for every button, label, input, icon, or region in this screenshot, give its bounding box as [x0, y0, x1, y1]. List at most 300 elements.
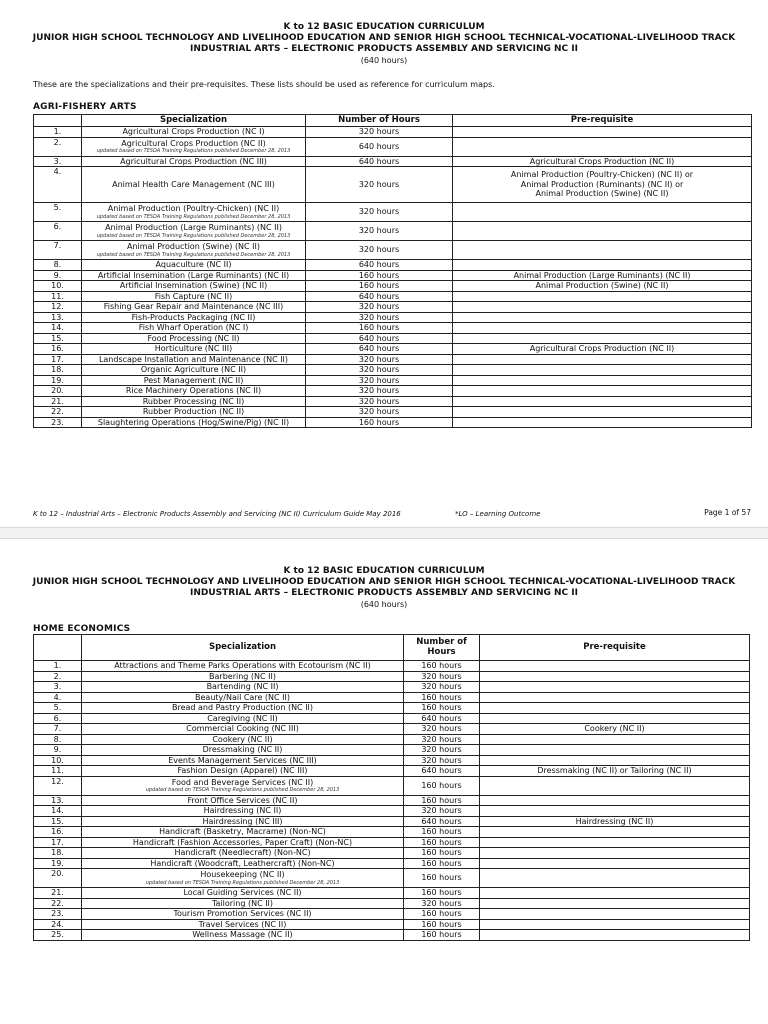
section-title-agri: AGRI-FISHERY ARTS: [33, 102, 137, 112]
prerequisite-cell: [480, 858, 750, 869]
row-number: 1.: [34, 661, 82, 672]
row-number: 3.: [34, 682, 82, 693]
table-row: [34, 858, 750, 869]
specialization-cell: [82, 312, 306, 323]
table-row: [34, 167, 752, 203]
row-number: 6.: [34, 222, 82, 241]
specialization-cell: [82, 724, 404, 735]
specialization-cell: [82, 260, 306, 271]
specialization-name: Rubber Processing (NC II): [142, 396, 245, 406]
prerequisite-cell: [480, 734, 750, 745]
table-row: [34, 671, 750, 682]
prerequisite-cell: [453, 270, 752, 281]
row-number: 22.: [34, 407, 82, 418]
prerequisite-cell: [480, 755, 750, 766]
prerequisite-cell: [453, 323, 752, 334]
prerequisite-cell: [453, 203, 752, 222]
specialization-cell: [82, 776, 404, 795]
prerequisite-cell: [480, 919, 750, 930]
header-track: JUNIOR HIGH SCHOOL TECHNOLOGY AND LIVELIHOOD EDUCATION AND SENIOR HIGH SCHOOL TECHNICAL-VOCATIONAL-LIVELIHOOD TRACK: [32, 33, 736, 43]
row-number: 4.: [34, 167, 82, 203]
hours-cell: 320 hours: [404, 898, 480, 909]
prerequisite-cell: [480, 869, 750, 888]
hours-cell: 160 hours: [404, 888, 480, 899]
table-row: [34, 407, 752, 418]
section-title-home: HOME ECONOMICS: [33, 624, 131, 634]
specialization-cell: [82, 137, 306, 156]
specialization-cell: [82, 344, 306, 355]
specialization-cell: [82, 167, 306, 203]
specialization-name: Handicraft (Needlecraft) (Non-NC): [174, 848, 311, 857]
row-number: 6.: [34, 713, 82, 724]
prerequisite-cell: [453, 396, 752, 407]
agri-fishery-table: [33, 114, 752, 428]
hours-cell: 160 hours: [404, 703, 480, 714]
header-course: INDUSTRIAL ARTS – ELECTRONIC PRODUCTS ASSEMBLY AND SERVICING NC II: [190, 44, 578, 54]
specialization-name: Fish-Products Packaging (NC II): [131, 312, 256, 322]
column-header-number: [34, 115, 82, 127]
table-row: [34, 888, 750, 899]
specialization-name: Dressmaking (NC II): [202, 745, 283, 754]
specialization-cell: [82, 396, 306, 407]
hours-cell: 160 hours: [404, 795, 480, 806]
specialization-name: Tourism Promotion Services (NC II): [173, 909, 312, 918]
specialization-cell: [82, 713, 404, 724]
hours-cell: 320 hours: [306, 396, 453, 407]
specialization-cell: [82, 203, 306, 222]
prerequisite-cell: [480, 827, 750, 838]
prerequisite-cell: [453, 222, 752, 241]
prerequisite-cell: [453, 365, 752, 376]
row-number: 17.: [34, 354, 82, 365]
table-row: [34, 682, 750, 693]
table-row: [34, 766, 750, 777]
specialization-name: Front Office Services (NC II): [187, 795, 298, 805]
prerequisite-cell: [453, 291, 752, 302]
hours-cell: 320 hours: [404, 734, 480, 745]
prerequisite-cell: [453, 344, 752, 355]
table-row: [34, 703, 750, 714]
hours-cell: 320 hours: [306, 354, 453, 365]
table-row: [34, 713, 750, 724]
column-header-specialization: Specialization: [82, 115, 306, 127]
table-row: [34, 127, 752, 138]
specialization-cell: [82, 898, 404, 909]
curriculum-header: [0, 22, 768, 66]
table-row: [34, 417, 752, 428]
specialization-cell: [82, 703, 404, 714]
row-number: 9.: [34, 745, 82, 756]
table-row: [34, 755, 750, 766]
specialization-name: Animal Production (Large Ruminants) (NC II): [105, 223, 282, 233]
table-row: [34, 869, 750, 888]
specialization-name: Rubber Production (NC II): [142, 407, 245, 416]
row-number: 5.: [34, 203, 82, 222]
specialization-name: Landscape Installation and Maintenance (NC II): [98, 354, 289, 364]
table-row: [34, 302, 752, 313]
row-number: 11.: [34, 291, 82, 302]
header-title: K to 12 BASIC EDUCATION CURRICULUM: [283, 566, 485, 576]
hours-cell: 640 hours: [404, 766, 480, 777]
hours-cell: 160 hours: [404, 848, 480, 859]
row-number: 11.: [34, 766, 82, 777]
hours-cell: 320 hours: [404, 806, 480, 817]
table-row: [34, 203, 752, 222]
hours-cell: 320 hours: [306, 167, 453, 203]
specialization-cell: [82, 806, 404, 817]
table-row: [34, 375, 752, 386]
hours-cell: 640 hours: [306, 260, 453, 271]
hours-cell: 160 hours: [404, 858, 480, 869]
column-header-prerequisite: Pre-requisite: [480, 635, 750, 661]
prerequisite-cell: [453, 127, 752, 138]
hours-cell: 160 hours: [404, 869, 480, 888]
table-row: [34, 806, 750, 817]
specialization-name: Attractions and Theme Parks Operations with Ecotourism (NC II): [114, 661, 371, 670]
specialization-name: Bartending (NC II): [206, 682, 279, 691]
intro-text: These are the specializations and their pre-requisites. These lists should be used as reference for curriculum maps.: [33, 80, 495, 89]
row-number: 18.: [34, 848, 82, 859]
row-number: 1.: [34, 127, 82, 138]
update-note: updated based on TESDA Training Regulations published December 28, 2013: [145, 787, 340, 794]
row-number: 8.: [34, 734, 82, 745]
hours-cell: 320 hours: [306, 312, 453, 323]
prerequisite-line: Agricultural Crops Production (NC II): [529, 344, 675, 353]
table-row: [34, 281, 752, 292]
row-number: 21.: [34, 888, 82, 899]
specialization-name: Fishing Gear Repair and Maintenance (NC III): [103, 302, 284, 311]
column-header-number: [34, 635, 82, 661]
hours-cell: 320 hours: [306, 302, 453, 313]
hours-cell: 640 hours: [404, 816, 480, 827]
row-number: 7.: [34, 241, 82, 260]
page-separator: [0, 527, 768, 539]
specialization-cell: [82, 848, 404, 859]
header-hours: (640 hours): [360, 56, 408, 65]
prerequisite-line: Agricultural Crops Production (NC II): [529, 156, 675, 166]
table-row: [34, 386, 752, 397]
prerequisite-cell: [480, 837, 750, 848]
specialization-cell: [82, 222, 306, 241]
specialization-name: Barbering (NC II): [209, 671, 276, 681]
row-number: 23.: [34, 417, 82, 428]
prerequisite-cell: [453, 281, 752, 292]
hours-cell: 160 hours: [404, 827, 480, 838]
prerequisite-cell: [480, 671, 750, 682]
table-row: [34, 837, 750, 848]
prerequisite-cell: [453, 241, 752, 260]
specialization-cell: [82, 291, 306, 302]
table-row: [34, 270, 752, 281]
row-number: 9.: [34, 270, 82, 281]
table-row: [34, 930, 750, 941]
specialization-cell: [82, 692, 404, 703]
row-number: 8.: [34, 260, 82, 271]
prerequisite-cell: [480, 682, 750, 693]
specialization-cell: [82, 909, 404, 920]
specialization-name: Fish Capture (NC II): [154, 291, 233, 301]
specialization-cell: [82, 302, 306, 313]
specialization-name: Handicraft (Woodcraft, Leathercraft) (Non-NC): [150, 858, 335, 868]
table-row: [34, 137, 752, 156]
table-row: [34, 156, 752, 167]
specialization-name: Travel Services (NC II): [198, 919, 287, 929]
column-header-hours: Number of Hours: [306, 115, 453, 127]
prerequisite-cell: [453, 375, 752, 386]
row-number: 23.: [34, 909, 82, 920]
hours-cell: 320 hours: [404, 682, 480, 693]
specialization-cell: [82, 919, 404, 930]
hours-cell: 320 hours: [306, 203, 453, 222]
prerequisite-cell: [453, 417, 752, 428]
specialization-cell: [82, 375, 306, 386]
specialization-name: Food Processing (NC II): [147, 333, 240, 343]
table-row: [34, 919, 750, 930]
footer-lo-note: *LO – Learning Outcome: [455, 510, 541, 518]
specialization-name: Handicraft (Fashion Accessories, Paper Craft) (Non-NC): [132, 837, 353, 847]
row-number: 10.: [34, 755, 82, 766]
row-number: 16.: [34, 827, 82, 838]
hours-cell: 160 hours: [404, 919, 480, 930]
table-row: [34, 344, 752, 355]
table-row: [34, 333, 752, 344]
hours-cell: 160 hours: [306, 270, 453, 281]
specialization-name: Tailoring (NC II): [211, 898, 274, 908]
specialization-name: Agricultural Crops Production (NC I): [122, 127, 265, 136]
prerequisite-cell: [480, 795, 750, 806]
prerequisite-cell: [480, 888, 750, 899]
prerequisite-cell: Dressmaking (NC II) or Tailoring (NC II): [480, 766, 750, 777]
specialization-cell: [82, 281, 306, 292]
hours-cell: 320 hours: [404, 724, 480, 735]
row-number: 18.: [34, 365, 82, 376]
specialization-name: Caregiving (NC II): [207, 713, 278, 723]
prerequisite-line: Animal Production (Large Ruminants) (NC II): [513, 270, 691, 280]
row-number: 14.: [34, 323, 82, 334]
specialization-name: Fashion Design (Apparel) (NC III): [177, 766, 308, 775]
update-note: updated based on TESDA Training Regulations published December 28, 2013: [96, 148, 291, 155]
specialization-cell: [82, 417, 306, 428]
specialization-name: Handicraft (Basketry, Macrame) (Non-NC): [159, 827, 326, 836]
row-number: 2.: [34, 671, 82, 682]
specialization-cell: [82, 661, 404, 672]
specialization-cell: [82, 386, 306, 397]
row-number: 21.: [34, 396, 82, 407]
table-row: [34, 909, 750, 920]
table-row: [34, 222, 752, 241]
header-hours: (640 hours): [360, 600, 408, 609]
prerequisite-cell: [480, 692, 750, 703]
specialization-name: Slaughtering Operations (Hog/Swine/Pig) (NC II): [97, 417, 290, 427]
column-header-prerequisite: Pre-requisite: [453, 115, 752, 127]
page-footer: [33, 510, 751, 518]
footer-guide: K to 12 – Industrial Arts – Electronic Products Assembly and Servicing (NC II) Curriculum Guide May 2016: [33, 510, 401, 518]
prerequisite-line: Animal Production (Swine) (NC II): [535, 281, 669, 290]
specialization-name: Bread and Pastry Production (NC II): [171, 703, 314, 712]
column-header-specialization: Specialization: [82, 635, 404, 661]
specialization-cell: [82, 795, 404, 806]
hours-cell: 320 hours: [306, 375, 453, 386]
update-note: updated based on TESDA Training Regulations published December 28, 2013: [96, 251, 291, 258]
specialization-name: Wellness Massage (NC II): [192, 930, 293, 939]
prerequisite-cell: [480, 745, 750, 756]
hours-cell: 320 hours: [404, 671, 480, 682]
table-row: [34, 898, 750, 909]
specialization-cell: [82, 837, 404, 848]
hours-cell: 320 hours: [306, 241, 453, 260]
prerequisite-cell: [453, 260, 752, 271]
prerequisite-cell: [480, 909, 750, 920]
specialization-name: Animal Production (Swine) (NC II): [126, 242, 261, 252]
specialization-name: Agricultural Crops Production (NC II): [121, 138, 266, 148]
table-row: [34, 848, 750, 859]
specialization-cell: [82, 671, 404, 682]
row-number: 14.: [34, 806, 82, 817]
specialization-name: Animal Production (Poultry-Chicken) (NC II): [107, 204, 280, 214]
header-track: JUNIOR HIGH SCHOOL TECHNOLOGY AND LIVELIHOOD EDUCATION AND SENIOR HIGH SCHOOL TECHNICAL-VOCATIONAL-LIVELIHOOD TRACK: [32, 577, 736, 587]
hours-cell: 160 hours: [404, 930, 480, 941]
specialization-name: Events Management Services (NC III): [168, 755, 317, 765]
row-number: 3.: [34, 156, 82, 167]
prerequisite-cell: Cookery (NC II): [480, 724, 750, 735]
row-number: 12.: [34, 302, 82, 313]
row-number: 20.: [34, 386, 82, 397]
row-number: 24.: [34, 919, 82, 930]
column-header-hours: Number of Hours: [404, 635, 480, 661]
specialization-name: Local Guiding Services (NC II): [183, 888, 302, 897]
hours-cell: 320 hours: [306, 127, 453, 138]
specialization-name: Artificial Insemination (Swine) (NC II): [119, 281, 268, 290]
specialization-cell: [82, 407, 306, 418]
hours-cell: 160 hours: [306, 323, 453, 334]
specialization-cell: [82, 127, 306, 138]
specialization-cell: [82, 354, 306, 365]
prerequisite-cell: [480, 806, 750, 817]
specialization-name: Food and Beverage Services (NC II): [171, 777, 314, 787]
specialization-name: Housekeeping (NC II): [200, 870, 285, 880]
specialization-name: Pest Management (NC II): [143, 375, 244, 385]
row-number: 17.: [34, 837, 82, 848]
specialization-cell: [82, 682, 404, 693]
curriculum-header-2: [0, 566, 768, 610]
hours-cell: 320 hours: [404, 755, 480, 766]
prerequisite-cell: [453, 302, 752, 313]
table-row: [34, 745, 750, 756]
prerequisite-cell: [480, 898, 750, 909]
table-row: [34, 312, 752, 323]
table-row: [34, 396, 752, 407]
table-row: [34, 260, 752, 271]
prerequisite-cell: Hairdressing (NC II): [480, 816, 750, 827]
table-row: [34, 692, 750, 703]
table-row: [34, 291, 752, 302]
specialization-cell: [82, 869, 404, 888]
page-2: [0, 540, 768, 1024]
specialization-cell: [82, 827, 404, 838]
update-note: updated based on TESDA Training Regulations published December 28, 2013: [96, 232, 291, 239]
hours-cell: 160 hours: [404, 909, 480, 920]
specialization-name: Rice Machinery Operations (NC II): [125, 386, 262, 395]
row-number: 13.: [34, 312, 82, 323]
row-number: 19.: [34, 858, 82, 869]
prerequisite-cell: [453, 156, 752, 167]
hours-cell: 640 hours: [306, 156, 453, 167]
specialization-name: Hairdressing (NC II): [203, 806, 282, 815]
row-number: 19.: [34, 375, 82, 386]
row-number: 20.: [34, 869, 82, 888]
specialization-cell: [82, 930, 404, 941]
prerequisite-cell: [480, 930, 750, 941]
table-row: [34, 776, 750, 795]
specialization-cell: [82, 323, 306, 334]
row-number: 15.: [34, 333, 82, 344]
row-number: 25.: [34, 930, 82, 941]
row-number: 13.: [34, 795, 82, 806]
hours-cell: 640 hours: [306, 137, 453, 156]
specialization-cell: [82, 270, 306, 281]
table-row: [34, 354, 752, 365]
prerequisite-cell: [480, 848, 750, 859]
hours-cell: 640 hours: [306, 333, 453, 344]
specialization-name: Agricultural Crops Production (NC III): [120, 156, 267, 166]
page-number: Page 1 of 57: [704, 508, 751, 517]
prerequisite-cell: [453, 312, 752, 323]
specialization-cell: [82, 766, 404, 777]
hours-cell: 160 hours: [404, 661, 480, 672]
row-number: 15.: [34, 816, 82, 827]
row-number: 4.: [34, 692, 82, 703]
specialization-cell: [82, 333, 306, 344]
prerequisite-cell: [453, 167, 752, 203]
update-note: updated based on TESDA Training Regulations published December 28, 2013: [145, 879, 340, 886]
prerequisite-cell: [453, 354, 752, 365]
hours-cell: 320 hours: [306, 365, 453, 376]
specialization-cell: [82, 745, 404, 756]
prerequisite-line: Animal Production (Ruminants) (NC II) or: [520, 179, 684, 189]
specialization-name: Animal Health Care Management (NC III): [112, 179, 275, 189]
specialization-name: Cookery (NC II): [212, 734, 273, 744]
header-course: INDUSTRIAL ARTS – ELECTRONIC PRODUCTS ASSEMBLY AND SERVICING NC II: [190, 588, 578, 598]
row-number: 12.: [34, 776, 82, 795]
prerequisite-line: Animal Production (Swine) (NC II): [535, 189, 669, 199]
specialization-name: Hairdressing (NC III): [202, 816, 283, 826]
table-row: [34, 816, 750, 827]
table-row: [34, 661, 750, 672]
specialization-cell: [82, 734, 404, 745]
row-number: 16.: [34, 344, 82, 355]
table-row: [34, 241, 752, 260]
specialization-name: Horticulture (NC III): [154, 344, 233, 353]
hours-cell: 640 hours: [404, 713, 480, 724]
hours-cell: 160 hours: [404, 692, 480, 703]
specialization-name: Beauty/Nail Care (NC II): [195, 692, 290, 702]
hours-cell: 160 hours: [404, 776, 480, 795]
table-row: [34, 323, 752, 334]
hours-cell: 320 hours: [306, 386, 453, 397]
hours-cell: 160 hours: [306, 281, 453, 292]
header-title: K to 12 BASIC EDUCATION CURRICULUM: [283, 22, 485, 32]
hours-cell: 160 hours: [306, 417, 453, 428]
specialization-name: Aquaculture (NC II): [155, 260, 232, 269]
row-number: 2.: [34, 137, 82, 156]
prerequisite-cell: [480, 661, 750, 672]
specialization-name: Artificial Insemination (Large Ruminants) (NC II): [97, 270, 290, 280]
table-row: [34, 827, 750, 838]
hours-cell: 320 hours: [306, 222, 453, 241]
prerequisite-cell: [453, 137, 752, 156]
prerequisite-cell: [453, 386, 752, 397]
table-row: [34, 724, 750, 735]
